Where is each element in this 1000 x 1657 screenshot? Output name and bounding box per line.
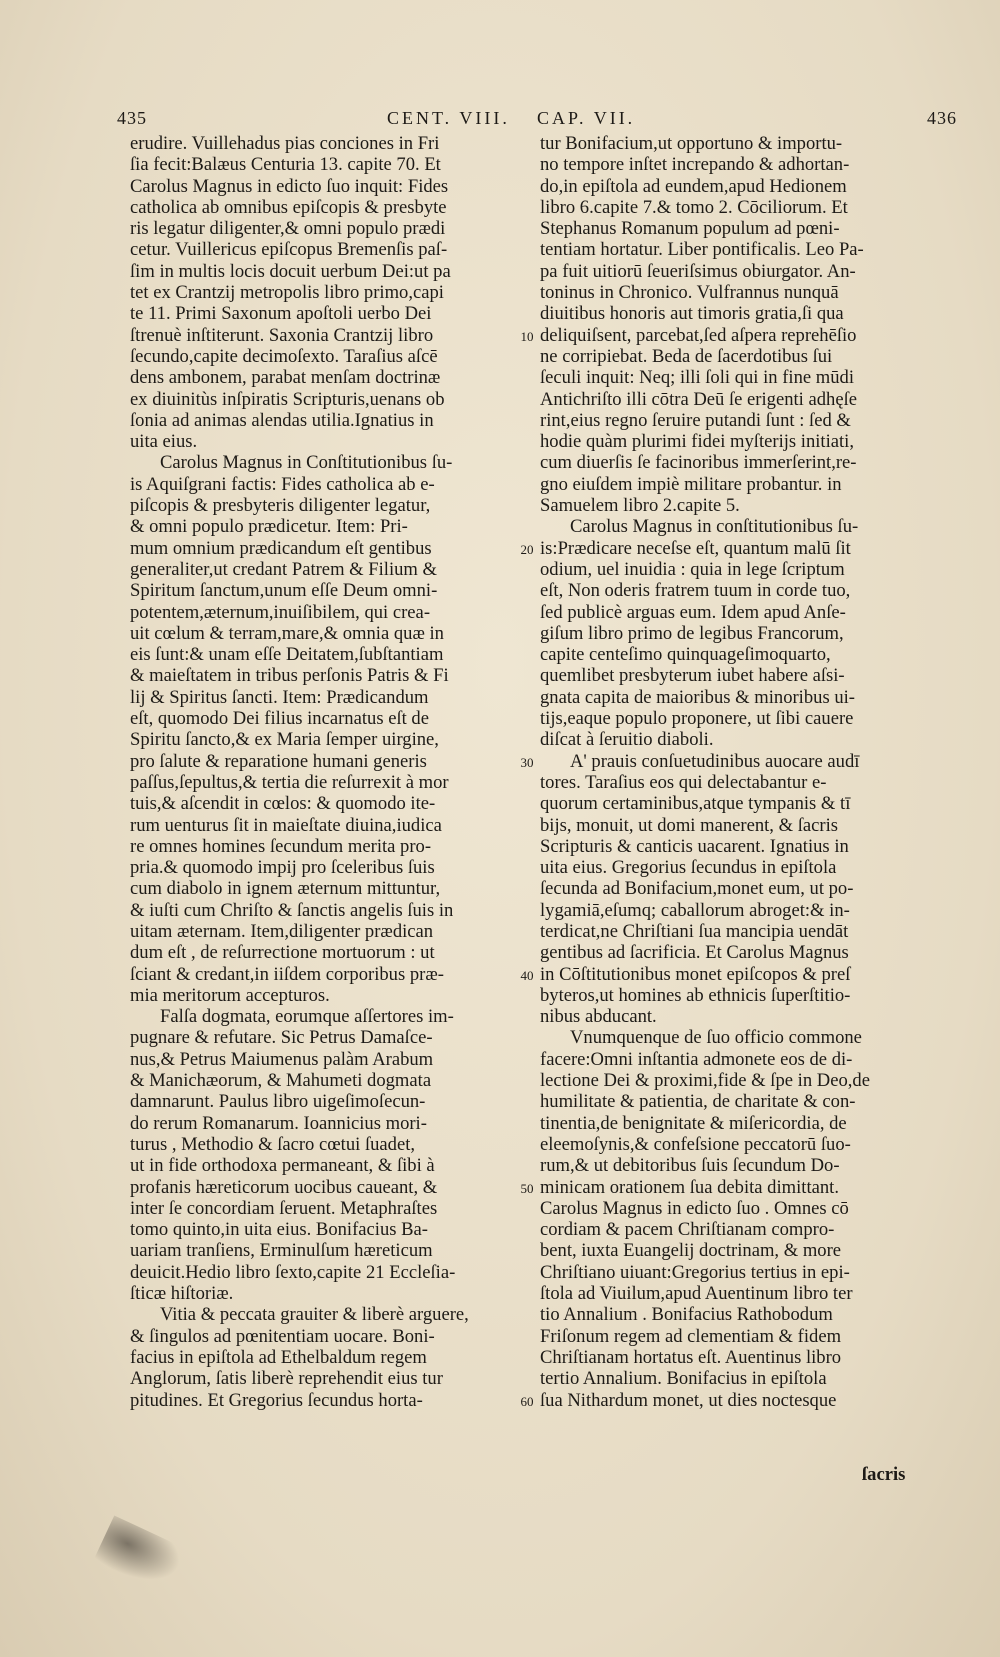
text-line: Friſonum regem ad clementiam & fidem: [540, 1325, 842, 1347]
text-line: eſt, quomodo Dei filius incarnatus eſt de: [130, 708, 429, 730]
running-header: [117, 108, 957, 134]
text-line: cordiam & pacem Chriſtianam compro-: [540, 1219, 835, 1241]
text-line: is Aquiſgrani factis: Fides catholica ab e-: [130, 473, 435, 495]
text-line: facere:Omni inſtantia admonete eos de di-: [540, 1048, 853, 1070]
text-line: giſum libro primo de legibus Francorum,: [540, 622, 844, 644]
text-line: ut in fide orthodoxa permaneant, & ſibi à: [130, 1155, 435, 1177]
text-line: & maieſtatem in tribus perſonis Patris & Fi: [130, 665, 449, 687]
text-line: Carolus Magnus in edicto ſuo . Omnes cō: [540, 1197, 849, 1219]
text-line: in Cōſtitutionibus monet epiſcopos & preſ: [540, 963, 851, 985]
text-line: diſcat à ſeruitio diaboli.: [540, 729, 714, 751]
text-line: generaliter,ut credant Patrem & Filium &: [130, 558, 437, 580]
text-line: Antichriſto illi cōtra Deū ſe erigenti adhęſe: [540, 388, 858, 410]
text-line: dum eſt , de reſurrectione mortuorum : ut: [130, 942, 435, 964]
text-line: catholica ab omnibus epiſcopis & presbyte: [130, 196, 447, 218]
text-line: Samuelem libro 2.capite 5.: [540, 495, 740, 517]
text-line: humilitate & patientia, de charitate & con-: [540, 1091, 856, 1113]
text-line: Chriſtianam hortatus eſt. Auentinus libro: [540, 1346, 842, 1368]
text-line: tijs,eaque populo proponere, ut ſibi cauere: [540, 708, 854, 730]
text-line: no tempore inſtet increpando & adhortan-: [540, 154, 850, 176]
text-line: do rerum Romanarum. Ioannicius mori-: [130, 1112, 427, 1134]
text-line: quorum certaminibus,atque tympanis & tī: [540, 793, 851, 815]
line-number: 40: [520, 967, 534, 983]
text-line: uita eius. Gregorius ſecundus in epiſtola: [540, 857, 837, 879]
text-line: tur Bonifacium,ut opportuno & importu-: [540, 133, 843, 154]
text-line: uitam æternam. Item,diligenter prædican: [130, 920, 434, 942]
text-line: Anglorum, ſatis liberè reprehendit eius tur: [130, 1368, 443, 1390]
text-line: tentiam hortatur. Liber pontificalis. Leo Pa-: [540, 239, 864, 261]
text-line: diuitibus honoris aut timoris gratia,ſi qua: [540, 303, 844, 325]
text-line: profanis hæreticorum uocibus caueant, &: [130, 1176, 438, 1198]
line-number: 50: [520, 1180, 534, 1196]
text-line: tomo quinto,in uita eius. Bonifacius Ba-: [130, 1219, 428, 1241]
text-line: rum,& ut debitoribus ſuis ſecundum Do-: [540, 1155, 840, 1177]
text-line: odium, uel inuidia : quia in lege ſcriptum: [540, 558, 845, 580]
text-line: pa fuit uitiorū ſeueriſsimus obiurgator. An-: [540, 260, 856, 282]
text-line: hodie quàm plurimi fidei myſterijs initiati,: [540, 431, 854, 453]
text-line: cum diuerſis ſe facinoribus immerſerint,re-: [540, 452, 857, 474]
text-line: turus , Methodio & ſacro cœtui ſuadet,: [130, 1133, 416, 1155]
text-line: Carolus Magnus in edicto ſuo inquit: Fides: [130, 175, 449, 197]
text-line: Carolus Magnus in Conſtitutionibus ſu-: [160, 452, 453, 474]
text-line: damnarunt. Paulus libro uigeſimoſecun-: [130, 1091, 426, 1113]
text-line: bijs, monuit, ut domi manerent, & ſacris: [540, 814, 838, 836]
text-line: inter ſe concordiam ſeruent. Metaphraſtes: [130, 1197, 438, 1219]
text-line: & omni populo prædicetur. Item: Pri-: [130, 516, 408, 538]
text-line: Scripturis & canticis uacarent. Ignatius in: [540, 835, 849, 857]
text-line: erudire. Vuillehadus pias conciones in Fri: [130, 133, 440, 154]
catchword: ſacris: [862, 1464, 906, 1485]
text-line: rint,eius regno ſeruire putandi ſunt : ſed &: [540, 409, 851, 431]
text-line: re omnes homines ſecundum merita pro-: [130, 835, 432, 857]
text-line: ris legatur diligenter,& omni populo prædi: [130, 218, 446, 240]
line-number: 60: [520, 1393, 534, 1409]
text-line: cum diabolo in ignem æternum mittuntur,: [130, 878, 441, 900]
text-line: ſciant & credant,in iiſdem corporibus præ-: [130, 963, 444, 985]
text-line: pitudines. Et Gregorius ſecundus horta-: [130, 1389, 423, 1411]
text-line: gno eiuſdem impiè militare probantur. in: [540, 473, 842, 495]
text-line: Spiritum ſanctum,unum eſſe Deum omni-: [130, 580, 438, 602]
text-line: deuicit.Hedio libro ſexto,capite 21 Eccleſia-: [130, 1261, 456, 1283]
text-line: minicam orationem ſua debita dimittant.: [540, 1176, 839, 1198]
text-line: paſſus,ſepultus,& tertia die reſurrexit à mor: [130, 771, 449, 793]
text-line: pria.& quomodo impij pro ſceleribus ſuis: [130, 857, 435, 879]
text-line: is:Prædicare neceſse eſt, quantum malū ſit: [540, 537, 851, 559]
text-line: uita eius.: [130, 431, 198, 453]
text-line: tores. Taraſius eos qui delectabantur e-: [540, 771, 827, 793]
line-number: 20: [520, 541, 534, 557]
text-line: piſcopis & presbyteris diligenter legatur,: [130, 495, 431, 517]
text-line: ſecunda ad Bonifacium,monet eum, ut po-: [540, 878, 854, 900]
text-line: pro ſalute & reparatione humani generis: [130, 750, 427, 772]
text-line: ſonia ad animas alendas utilia.Ignatius in: [130, 409, 434, 431]
text-line: Falſa dogmata, eorumque aſſertores im-: [160, 1006, 454, 1028]
right-text-column: [540, 133, 912, 1411]
text-line: te 11. Primi Saxonum apoſtoli uerbo Dei: [130, 303, 432, 325]
text-line: dens ambonem, parabat menſam doctrinæ: [130, 367, 441, 389]
text-line: byteros,ut homines ab ethnicis ſuperſtitio-: [540, 984, 851, 1006]
text-line: cetur. Vuillericus epiſcopus Bremenſis paſ-: [130, 239, 448, 261]
text-line: gnata capita de maioribus & minoribus ui-: [540, 686, 855, 708]
text-line: nibus abducant.: [540, 1006, 657, 1028]
text-line: nus,& Petrus Maiumenus palàm Arabum: [130, 1048, 434, 1070]
text-line: mum omnium prædicandum eſt gentibus: [130, 537, 432, 559]
text-line: uariam tranſiens, Erminulſum hæreticum: [130, 1240, 433, 1262]
text-line: mia meritorum accepturos.: [130, 984, 330, 1006]
text-line: pugnare & refutare. Sic Petrus Damaſce-: [130, 1027, 433, 1049]
text-line: tio Annalium . Bonifacius Rathobodum: [540, 1304, 833, 1326]
text-line: ſua Nithardum monet, ut dies noctesque: [540, 1389, 837, 1411]
right-page-number: 436: [927, 108, 957, 128]
text-line: & Manichæorum, & Mahumeti dogmata: [130, 1070, 432, 1092]
text-line: ſecundo,capite decimoſexto. Taraſius aſcē: [130, 345, 438, 367]
text-line: tet ex Crantzij metropolis libro primo,capi: [130, 282, 444, 304]
text-line: tertio Annalium. Bonifacius in epiſtola: [540, 1368, 827, 1390]
line-number: 10: [520, 328, 534, 344]
text-line: eſt, Non oderis fratrem tuum in corde tuo,: [540, 580, 851, 602]
text-line: libro 6.capite 7.& tomo 2. Cōciliorum. Et: [540, 196, 848, 218]
text-line: uit cœlum & terram,mare,& omnia quæ in: [130, 622, 444, 644]
text-line: A' prauis conſuetudinibus auocare audī: [570, 750, 860, 772]
text-line: & ſingulos ad pœnitentiam uocare. Boni-: [130, 1325, 435, 1347]
left-page-number: 435: [117, 108, 147, 128]
text-line: ſeculi inquit: Neq; illi ſoli qui in fine mūdi: [540, 367, 854, 389]
text-line: lygamiā,eſumq; caballorum abroget:& in-: [540, 899, 850, 921]
text-line: ſim in multis locis docuit uerbum Dei:ut pa: [130, 260, 451, 282]
text-line: lectione Dei & proximi,fide & ſpe in Deo,de: [540, 1070, 870, 1092]
century-heading: CENT. VIII.: [387, 108, 510, 128]
text-line: ne corripiebat. Beda de ſacerdotibus ſui: [540, 345, 833, 367]
text-line: ex diuinitùs inſpiratis Scripturis,uenans ob: [130, 388, 445, 410]
text-line: ſtrenuè inſtiterunt. Saxonia Crantzij libro: [130, 324, 434, 346]
ink-smudge: [93, 1515, 187, 1594]
text-line: quemlibet presbyterum iubet habere aſsi-: [540, 665, 845, 687]
left-text-column: [130, 133, 515, 1411]
text-line: & iuſti cum Chriſto & ſanctis angelis ſuis in: [130, 899, 454, 921]
text-line: Chriſtiano uiuant:Gregorius tertius in epi-: [540, 1261, 850, 1283]
text-line: Carolus Magnus in conſtitutionibus ſu-: [570, 516, 859, 538]
text-line: tuis,& aſcendit in cœlos: & quomodo ite-: [130, 793, 436, 815]
text-line: eis ſunt:& unam eſſe Deitatem,ſubſtantiam: [130, 644, 444, 666]
text-line: Vitia & peccata grauiter & liberè arguere,: [160, 1304, 469, 1326]
text-line: Stephanus Romanum populum ad pœni-: [540, 218, 840, 240]
text-line: gentibus ad ſacrificia. Et Carolus Magnus: [540, 942, 849, 964]
text-line: do,in epiſtola ad eundem,apud Hedionem: [540, 175, 847, 197]
text-line: deliquiſsent, parcebat,ſed aſpera reprehēſio: [540, 324, 857, 346]
text-line: Spiritu ſancto,& ex Maria ſemper uirgine,: [130, 729, 439, 751]
text-line: capite centeſimo quinquageſimoquarto,: [540, 644, 831, 666]
text-line: tinentia,de benignitate & miſericordia, de: [540, 1112, 847, 1134]
text-line: eleemoſynis,& confeſsione peccatorū ſuo-: [540, 1133, 851, 1155]
chapter-heading: CAP. VII.: [537, 108, 636, 128]
text-line: toninus in Chronico. Vulfrannus nunquā: [540, 282, 839, 304]
text-line: facius in epiſtola ad Ethelbaldum regem: [130, 1346, 427, 1368]
text-line: terdicat,ne Chriſtiani ſua mancipia uendāt: [540, 920, 849, 942]
text-line: rum uenturus ſit in maieſtate diuina,iudica: [130, 814, 442, 836]
text-line: ſtola ad Viuilum,apud Auentinum libro ter: [540, 1283, 853, 1305]
text-line: lij & Spiritus ſancti. Item: Prædicandum: [130, 686, 429, 708]
text-line: ſia fecit:Balæus Centuria 13. capite 70. Et: [130, 154, 441, 176]
text-line: potentem,æternum,inuiſibilem, qui crea-: [130, 601, 431, 623]
text-line: ſticæ hiſtoriæ.: [130, 1283, 234, 1305]
text-line: ſed publicè arguas eum. Idem apud Anſe-: [540, 601, 846, 623]
text-line: bent, iuxta Euangelij doctrinam, & more: [540, 1240, 842, 1262]
text-line: Vnumquenque de ſuo officio commone: [570, 1027, 862, 1049]
line-number: 30: [520, 754, 534, 770]
